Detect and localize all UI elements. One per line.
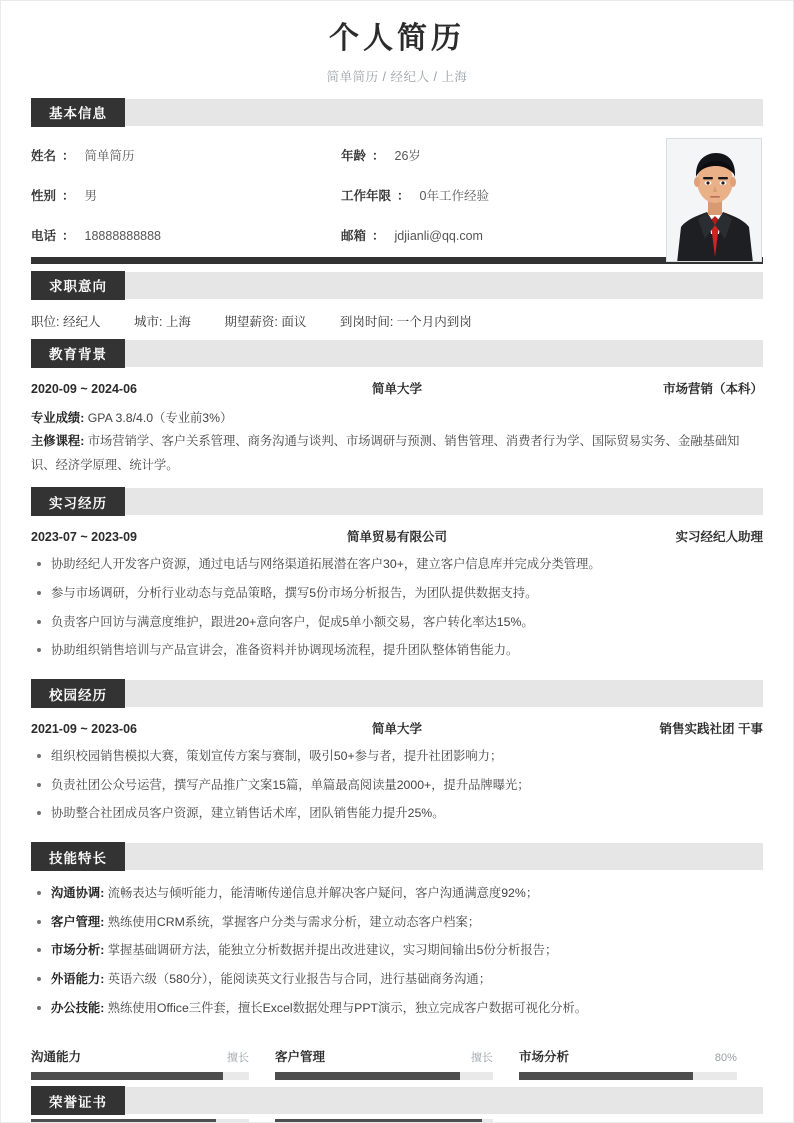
skill-bar-track — [31, 1119, 249, 1123]
skill-bar-level: 80% — [714, 1052, 737, 1065]
field-name-label: 姓名 — [31, 148, 57, 163]
colon: ： — [397, 188, 410, 203]
basic-info-block — [1, 126, 793, 272]
field-gender-value: 男 — [84, 188, 98, 203]
skill-bar-head — [31, 1047, 249, 1065]
skill-bar-fill — [519, 1072, 693, 1080]
page-subtitle: 简单简历 / 经纪人 / 上海 — [326, 69, 468, 84]
skill-bar-track — [275, 1072, 493, 1080]
skill-bar-item — [31, 1047, 275, 1080]
skill-name: 沟通协调: — [51, 886, 105, 901]
section-title-basic: 基本信息 — [31, 98, 125, 127]
field-email-label: 邮箱 — [341, 228, 367, 243]
field-age-label: 年龄 — [341, 148, 367, 163]
list-item: 负责社团公众号运营，撰写产品推广文案15篇，单篇最高阅读量2000+，提升品牌曝光； — [31, 776, 763, 796]
skill-bar-level: 擅长 — [226, 1052, 249, 1065]
skills-list — [31, 884, 763, 1018]
field-gender-label: 性别 — [31, 188, 57, 203]
section-header-intent — [31, 272, 763, 299]
internship-role: 实习经纪人助理 — [675, 530, 763, 545]
skill-bar-track — [519, 1072, 737, 1080]
section-title-education: 教育背景 — [31, 339, 125, 368]
list-item — [31, 970, 763, 990]
job-intent-row — [1, 299, 793, 340]
skill-bar-level: 擅长 — [470, 1052, 493, 1065]
intent-position: 职位: 经纪人 — [31, 314, 101, 329]
education-gpa-value: GPA 3.8/4.0（专业前3%） — [84, 410, 233, 425]
list-item: 协助经纪人开发客户资源，通过电话与网络渠道拓展潜在客户30+，建立客户信息库并完成分类管理。 — [31, 555, 763, 575]
field-phone-value: 18888888888 — [84, 228, 162, 243]
section-header-internship — [31, 488, 763, 515]
education-courses — [31, 430, 763, 478]
education-block — [1, 367, 793, 489]
section-header-honors — [31, 1087, 763, 1114]
skill-bar-track — [275, 1119, 493, 1123]
portrait-photo-icon — [667, 139, 762, 262]
campus-bullets — [31, 747, 763, 824]
skill-name: 客户管理: — [51, 914, 105, 929]
resume-header — [1, 1, 793, 99]
skill-desc: 熟练使用Office三件套，擅长Excel数据处理与PPT演示，独立完成客户数据可视化分析。 — [104, 1000, 588, 1015]
skill-bar-fill — [275, 1072, 460, 1080]
skill-desc: 掌握基础调研方法，能独立分析数据并提出改进建议，实习期间输出5份分析报告； — [104, 943, 558, 958]
skill-bar-fill — [31, 1119, 216, 1123]
section-header-campus — [31, 680, 763, 707]
skill-bar-head — [275, 1047, 493, 1065]
basic-info-grid — [31, 146, 763, 244]
skill-bar-item — [519, 1047, 763, 1080]
skill-bar-name: 市场分析 — [518, 1050, 569, 1065]
skill-desc: 流畅表达与倾听能力，能清晰传递信息并解决客户疑问，客户沟通满意度92%； — [104, 886, 539, 901]
skill-bar-track — [31, 1072, 249, 1080]
field-email-value: jdjianli@qq.com — [394, 228, 483, 243]
section-title-skills: 技能特长 — [31, 842, 125, 871]
education-major: 市场营销（本科） — [662, 381, 763, 396]
education-school: 简单大学 — [371, 381, 422, 396]
campus-row — [31, 719, 763, 737]
skill-bar-item — [275, 1047, 519, 1080]
list-item — [31, 913, 763, 933]
colon: ： — [62, 228, 75, 243]
internship-date: 2023-07 ~ 2023-09 — [31, 530, 137, 545]
campus-role: 销售实践社团 干事 — [659, 722, 763, 737]
avatar — [666, 138, 762, 262]
education-courses-label: 主修课程: — [31, 434, 85, 449]
section-header-education — [31, 340, 763, 367]
skill-desc: 熟练使用CRM系统，掌握客户分类与需求分析，建立动态客户档案； — [104, 914, 481, 929]
section-title-internship: 实习经历 — [31, 487, 125, 516]
internship-bullets — [31, 555, 763, 661]
skill-bar-head — [519, 1047, 737, 1065]
skill-bar-name: 客户管理 — [274, 1050, 325, 1065]
internship-block — [1, 515, 793, 680]
internship-row — [31, 527, 763, 545]
campus-block — [1, 707, 793, 843]
skill-bar-name: 沟通能力 — [31, 1050, 82, 1065]
colon: ： — [62, 188, 75, 203]
skill-name: 市场分析: — [51, 943, 105, 958]
education-gpa — [31, 407, 763, 431]
education-row — [31, 379, 763, 397]
internship-company: 简单贸易有限公司 — [346, 530, 447, 545]
section-header-skills — [31, 843, 763, 870]
section-header-basic — [31, 99, 763, 126]
section-title-intent: 求职意向 — [31, 271, 125, 300]
list-item: 协助组织销售培训与产品宣讲会，准备资料并协调现场流程，提升团队整体销售能力。 — [31, 641, 763, 661]
skills-block — [1, 870, 793, 1037]
field-phone — [31, 226, 341, 244]
honors-section — [1, 1087, 793, 1114]
page-title: 个人简历 — [329, 22, 465, 55]
field-gender — [31, 186, 341, 204]
field-name-value: 简单简历 — [84, 148, 135, 163]
field-experience-value: 0年工作经验 — [419, 188, 489, 203]
section-title-campus: 校园经历 — [31, 679, 125, 708]
list-item: 参与市场调研，分析行业动态与竞品策略，撰写5份市场分析报告，为团队提供数据支持。 — [31, 584, 763, 604]
campus-school: 简单大学 — [371, 722, 422, 737]
education-gpa-label: 专业成绩: — [31, 410, 85, 425]
education-courses-value: 市场营销学、客户关系管理、商务沟通与谈判、市场调研与预测、销售管理、消费者行为学、国际贸易实务、金融基础知识、经济学原理、统计学。 — [31, 434, 740, 473]
section-title-honors: 荣誉证书 — [31, 1086, 125, 1115]
list-item: 协助整合社团成员客户资源，建立销售话术库，团队销售能力提升25%。 — [31, 804, 763, 824]
field-experience-label: 工作年限 — [341, 188, 392, 203]
skill-bar-fill — [275, 1119, 482, 1123]
colon: ： — [372, 148, 385, 163]
skill-name: 办公技能: — [51, 1000, 105, 1015]
education-date: 2020-09 ~ 2024-06 — [31, 381, 137, 396]
skill-bar-fill — [31, 1072, 223, 1080]
list-item: 组织校园销售模拟大赛，策划宣传方案与赛制，吸引50+参与者，提升社团影响力； — [31, 747, 763, 767]
list-item — [31, 941, 763, 961]
intent-salary: 期望薪资: 面议 — [224, 314, 307, 329]
intent-onboard: 到岗时间: 一个月内到岗 — [339, 314, 472, 329]
intent-city: 城市: 上海 — [133, 314, 191, 329]
list-item — [31, 999, 763, 1019]
colon: ： — [372, 228, 385, 243]
list-item: 负责客户回访与满意度维护，跟进20+意向客户，促成5单小额交易，客户转化率达15%。 — [31, 613, 763, 633]
list-item — [31, 884, 763, 904]
divider-thick — [31, 257, 763, 264]
field-age-value: 26岁 — [394, 148, 421, 163]
skill-name: 外语能力: — [51, 972, 105, 987]
colon: ： — [62, 148, 75, 163]
field-name — [31, 146, 341, 164]
field-phone-label: 电话 — [31, 228, 57, 243]
campus-date: 2021-09 ~ 2023-06 — [31, 722, 137, 737]
skill-desc: 英语六级（580分），能阅读英文行业报告与合同，进行基础商务沟通； — [104, 972, 491, 987]
